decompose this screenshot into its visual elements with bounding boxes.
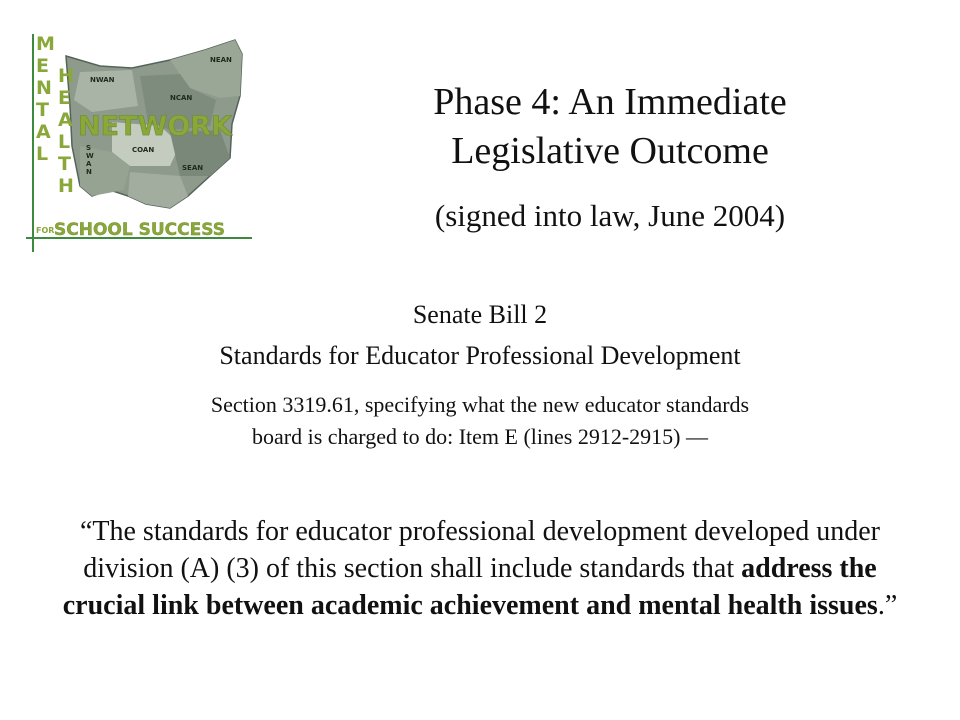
title-subtitle: (signed into law, June 2004)	[434, 198, 786, 233]
title-line-1: Phase 4: An Immediate	[433, 81, 787, 123]
section-description	[40, 389, 920, 453]
region-sean: SEAN	[182, 164, 204, 172]
title-line-2: Legislative Outcome	[451, 130, 769, 173]
logo-letter-a: A	[36, 121, 51, 143]
quote-text: “The standards for educator professional development developed under division (A) (3) of this section shall include standards that	[79, 516, 881, 585]
region-coan: COAN	[132, 146, 155, 154]
logo-letter-l2: L	[58, 131, 71, 153]
region-nean: NEAN	[210, 56, 232, 64]
logo-letter-t: T	[36, 99, 49, 121]
logo-letter-a2: A	[58, 109, 73, 131]
logo-letter-e2: E	[58, 87, 71, 109]
logo-letter-t2: T	[58, 153, 71, 175]
slide-title	[360, 78, 860, 177]
region-ncan: NCAN	[170, 94, 193, 102]
logo-for: FOR	[36, 226, 55, 235]
quote-emphasis: address the crucial link between academic achievement and mental health issues	[62, 553, 878, 622]
quote-end: .”	[877, 590, 898, 622]
logo-letter-h2: H	[58, 175, 74, 197]
logo-letter-l: L	[36, 143, 49, 165]
logo-network: NETWORK	[78, 111, 232, 142]
legislation-quote	[40, 513, 920, 625]
region-nwan: NWAN	[90, 76, 115, 84]
logo-letter-e: E	[36, 55, 49, 77]
mhnss-logo	[20, 26, 260, 258]
standards-heading: Standards for Educator Professional Development	[219, 341, 741, 370]
region-swan-a: A	[86, 160, 92, 168]
bill-name: Senate Bill 2	[412, 300, 548, 329]
logo-letter-m: M	[36, 33, 55, 55]
section-line-1: Section 3319.61, specifying what the new educator standards	[210, 392, 750, 417]
logo-school-success: SCHOOL SUCCESS	[54, 220, 225, 240]
region-swan-s: S	[86, 144, 92, 152]
logo-letter-h: H	[58, 65, 74, 87]
region-swan-w: W	[86, 152, 94, 160]
ohio-map-logo-icon	[20, 26, 260, 258]
section-line-2: board is charged to do: Item E (lines 2912-2915) —	[252, 423, 708, 449]
logo-letter-n: N	[36, 77, 52, 99]
region-swan-n: N	[86, 168, 92, 176]
